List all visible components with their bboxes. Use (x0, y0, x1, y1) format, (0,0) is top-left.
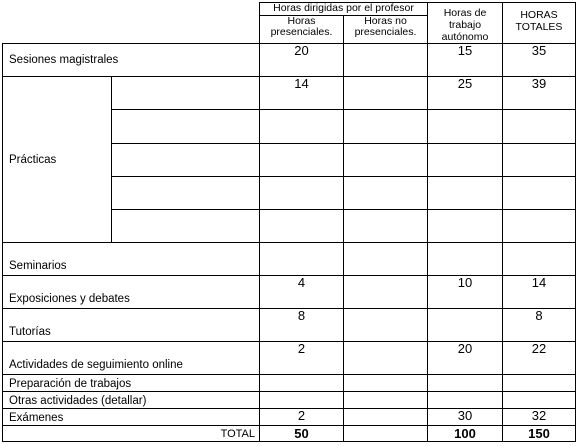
cell-autonomous: 10 (428, 276, 503, 309)
header-empty-corner (3, 3, 260, 44)
cell-autonomous (428, 144, 503, 177)
cell-autonomous (428, 243, 503, 276)
hours-table-container (2, 2, 576, 442)
cell-remote (344, 110, 428, 144)
cell-remote (344, 177, 428, 210)
table-row-otras (3, 392, 576, 409)
cell-autonomous: 20 (428, 342, 503, 375)
row-label: Otras actividades (detallar) (3, 392, 260, 409)
cell-in-person (260, 392, 344, 409)
cell-remote (344, 375, 428, 392)
cell-in-person (260, 375, 344, 392)
row-label: Exámenes (3, 409, 260, 426)
total-in-person: 50 (260, 426, 344, 442)
cell-in-person: 2 (260, 409, 344, 426)
table-row-examenes (3, 409, 576, 426)
cell-in-person: 4 (260, 276, 344, 309)
cell-in-person: 2 (260, 342, 344, 375)
cell-in-person (260, 177, 344, 210)
total-total: 150 (503, 426, 576, 442)
total-remote (344, 426, 428, 442)
cell-autonomous: 25 (428, 77, 503, 110)
table-row-exposiciones (3, 276, 576, 309)
cell-in-person: 20 (260, 44, 344, 77)
cell-total (503, 392, 576, 409)
cell-remote (344, 77, 428, 110)
header-row-1 (3, 3, 576, 16)
cell-remote (344, 342, 428, 375)
cell-total: 35 (503, 44, 576, 77)
cell-total: 32 (503, 409, 576, 426)
header-autonomous-hours: Horas de trabajo autónomo (428, 3, 503, 44)
cell-autonomous: 15 (428, 44, 503, 77)
header-total-hours: HORAS TOTALES (503, 3, 576, 44)
cell-autonomous (428, 392, 503, 409)
cell-practicas-detail (112, 77, 260, 110)
row-label: Exposiciones y debates (3, 276, 260, 309)
cell-total: 8 (503, 309, 576, 342)
row-label: Tutorías (3, 309, 260, 342)
table-row-total (3, 426, 576, 442)
cell-autonomous (428, 177, 503, 210)
table-row-practicas-1 (3, 77, 576, 110)
cell-remote (344, 144, 428, 177)
row-label: Preparación de trabajos (3, 375, 260, 392)
cell-total: 14 (503, 276, 576, 309)
cell-remote (344, 309, 428, 342)
cell-in-person: 14 (260, 77, 344, 110)
total-autonomous: 100 (428, 426, 503, 442)
cell-autonomous (428, 110, 503, 144)
cell-remote (344, 392, 428, 409)
cell-in-person: 8 (260, 309, 344, 342)
cell-practicas-detail (112, 144, 260, 177)
cell-practicas-detail (112, 177, 260, 210)
cell-remote (344, 409, 428, 426)
table-row-preparacion (3, 375, 576, 392)
cell-in-person (260, 144, 344, 177)
cell-autonomous (428, 210, 503, 243)
cell-total (503, 210, 576, 243)
cell-total (503, 177, 576, 210)
cell-autonomous (428, 375, 503, 392)
row-label: Actividades de seguimiento online (3, 342, 260, 375)
table-row-tutorias (3, 309, 576, 342)
cell-total: 39 (503, 77, 576, 110)
header-in-person-hours: Horas presenciales. (260, 15, 344, 43)
cell-total (503, 375, 576, 392)
cell-total: 22 (503, 342, 576, 375)
cell-in-person (260, 110, 344, 144)
table-row-seguimiento (3, 342, 576, 375)
cell-remote (344, 44, 428, 77)
cell-in-person (260, 210, 344, 243)
header-directed-hours: Horas dirigidas por el profesor (260, 3, 428, 16)
row-label: Sesiones magistrales (3, 44, 260, 77)
cell-autonomous (428, 309, 503, 342)
cell-total (503, 144, 576, 177)
cell-in-person (260, 243, 344, 276)
cell-total (503, 110, 576, 144)
hours-distribution-table (2, 2, 576, 442)
table-row-seminarios (3, 243, 576, 276)
table-row-sesiones (3, 44, 576, 77)
cell-total (503, 243, 576, 276)
cell-remote (344, 276, 428, 309)
cell-autonomous: 30 (428, 409, 503, 426)
header-remote-hours: Horas no presenciales. (344, 15, 428, 43)
cell-practicas-detail (112, 210, 260, 243)
row-label: Seminarios (3, 243, 260, 276)
cell-practicas-detail (112, 110, 260, 144)
cell-remote (344, 210, 428, 243)
cell-remote (344, 243, 428, 276)
row-label-practicas: Prácticas (3, 77, 112, 243)
total-label: TOTAL (3, 426, 260, 442)
